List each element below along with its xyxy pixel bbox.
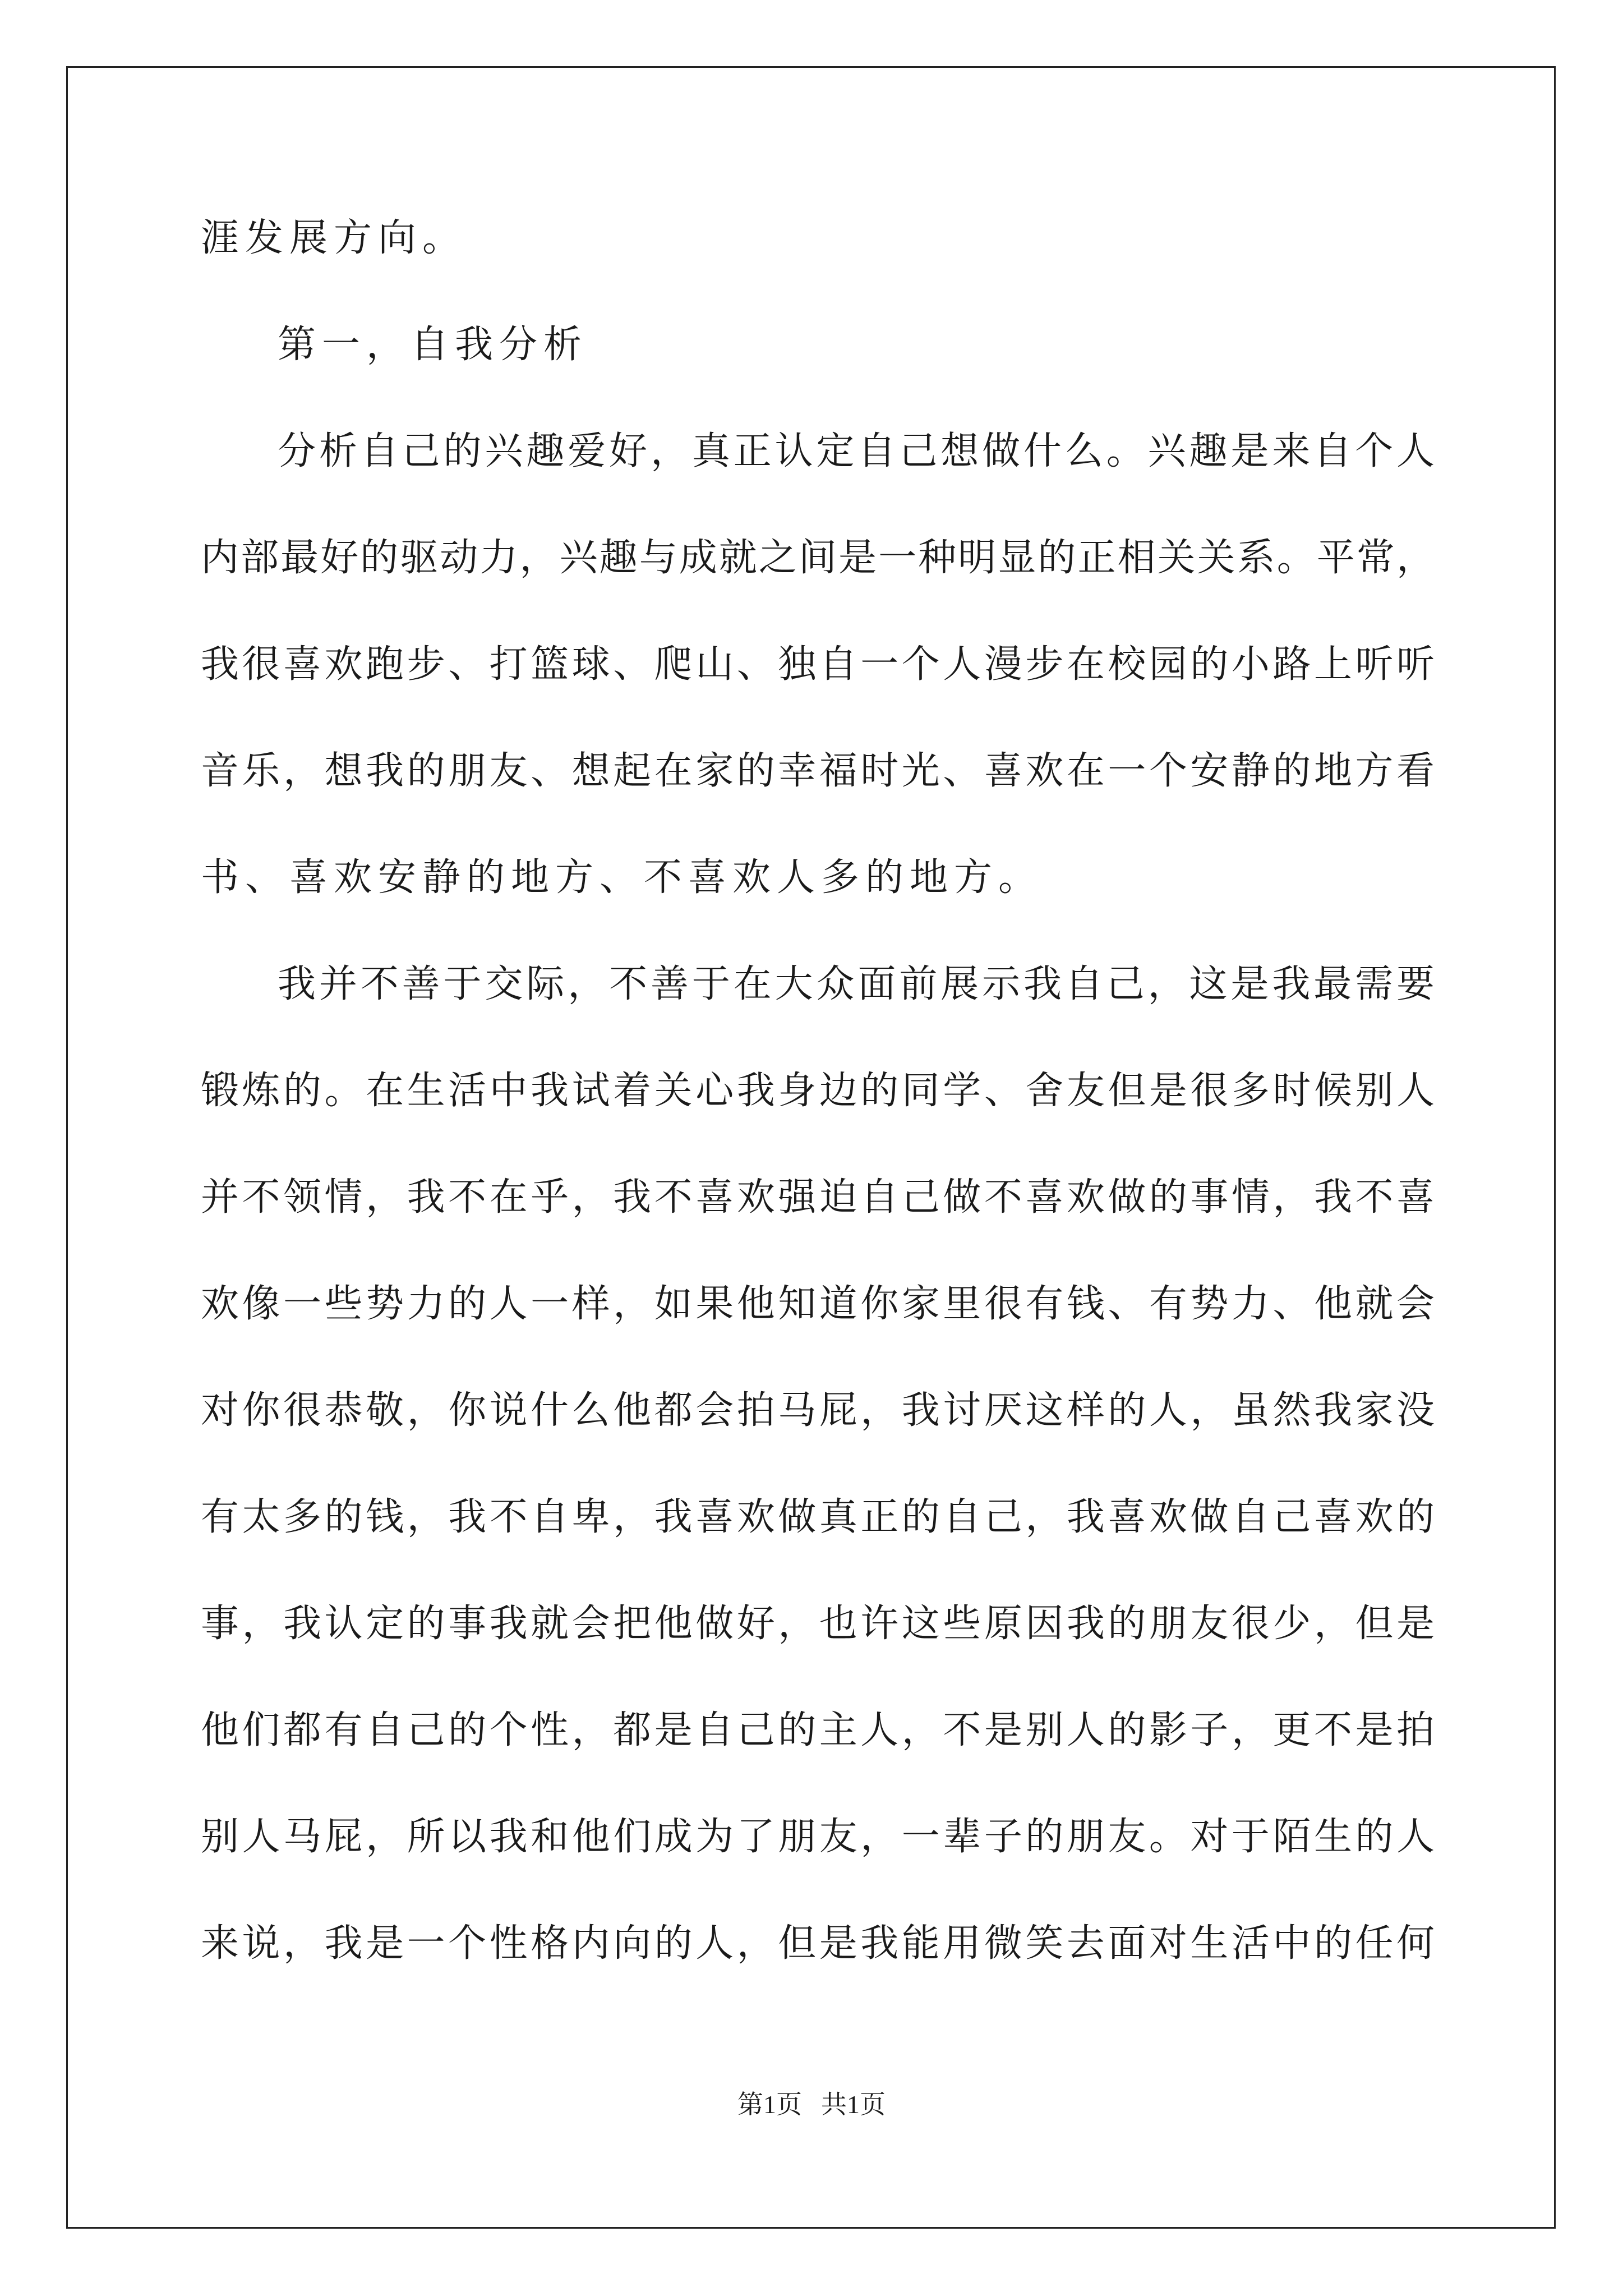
page-footer bbox=[0, 2088, 1623, 2122]
text-line-17: 来说，我是一个性格内向的人，但是我能用微笑去面对生活中的任何 bbox=[201, 1921, 1435, 1966]
text-line-10: 并不领情，我不在乎，我不喜欢强迫自己做不喜欢做的事情，我不喜 bbox=[201, 1175, 1435, 1220]
text-line-6: 音乐，想我的朋友、想起在家的幸福时光、喜欢在一个安静的地方看 bbox=[201, 749, 1435, 793]
text-line-9: 锻炼的。在生活中我试着关心我身边的同学、舍友但是很多时候别人 bbox=[201, 1069, 1435, 1113]
section-heading: 第一，自我分析 bbox=[278, 323, 588, 367]
text-line-14: 事，我认定的事我就会把他做好，也许这些原因我的朋友很少，但是 bbox=[201, 1602, 1435, 1646]
text-line-12: 对你很恭敬，你说什么他都会拍马屁，我讨厌这样的人，虽然我家没 bbox=[201, 1388, 1435, 1433]
text-line-16: 别人马屁，所以我和他们成为了朋友，一辈子的朋友。对于陌生的人 bbox=[201, 1815, 1435, 1859]
text-line-3: 分析自己的兴趣爱好，真正认定自己想做什么。兴趣是来自个人 bbox=[278, 429, 1435, 473]
page-border bbox=[66, 66, 1556, 2229]
text-line-13: 有太多的钱，我不自卑，我喜欢做真正的自己，我喜欢做自己喜欢的 bbox=[201, 1495, 1435, 1539]
text-line-11: 欢像一些势力的人一样，如果他知道你家里很有钱、有势力、他就会 bbox=[201, 1282, 1435, 1326]
text-line-15: 他们都有自己的个性，都是自己的主人，不是别人的影子，更不是拍 bbox=[201, 1708, 1435, 1752]
text-line-7: 书、喜欢安静的地方、不喜欢人多的地方。 bbox=[201, 855, 1043, 900]
page-total: 共1页 bbox=[821, 2090, 886, 2119]
text-line-4: 内部最好的驱动力，兴趣与成就之间是一种明显的正相关关系。平常， bbox=[201, 536, 1435, 580]
page-number: 第1页 bbox=[737, 2090, 802, 2119]
text-line-8: 我并不善于交际，不善于在大众面前展示我自己，这是我最需要 bbox=[278, 962, 1435, 1006]
text-line-5: 我很喜欢跑步、打篮球、爬山、独自一个人漫步在校园的小路上听听 bbox=[201, 642, 1435, 687]
text-line-1: 涯发展方向。 bbox=[201, 216, 467, 260]
